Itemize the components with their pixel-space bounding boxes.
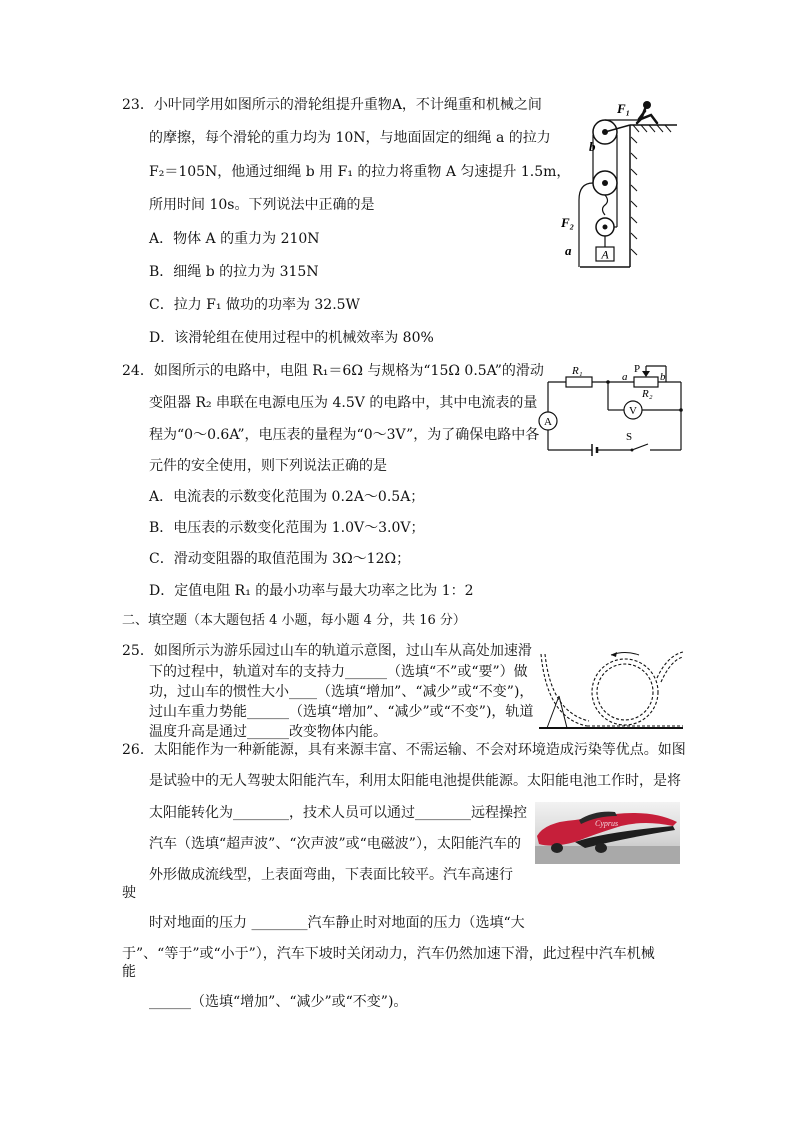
solar-car-drawing [535, 802, 680, 864]
q26-line-2: 是试验中的无人驾驶太阳能汽车，利用太阳能电池提供能源。太阳能电池工作时，是将 [149, 773, 681, 789]
q25-line-2: 下的过程中，轨道对车的支持力______（选填“不”或“要”）做 [149, 664, 528, 680]
q24-option-c: C．滑动变阻器的取值范围为 3Ω～12Ω； [149, 551, 411, 567]
q25-line-5: 温度升高是通过______改变物体内能。 [149, 724, 387, 740]
q26-line-8: ______（选填“增加”、“减少”或“不变”)。 [149, 994, 408, 1010]
q23-option-c: C．拉力 F₁ 做功的功率为 32.5W [149, 297, 360, 313]
q25-line-3: 功，过山车的惯性大小____（选填“增加”、“减少”或“不变”)， [149, 684, 534, 700]
solar-car-photo [535, 802, 680, 864]
q23-line-1: 23．小叶同学用如图所示的滑轮组提升重物A，不计绳重和机械之间 [122, 97, 542, 113]
ammeter-label: A [544, 416, 552, 428]
q23-line-2: 的摩擦，每个滑轮的重力均为 10N，与地面固定的细绳 a 的拉力 [149, 130, 551, 146]
q26-line-4: 汽车（选填“超声波”、“次声波”或“电磁波”），太阳能汽车的 [149, 836, 521, 852]
q24-line-2: 变阻器 R₂ 串联在电源电压为 4.5V 的电路中，其中电流表的量 [149, 395, 538, 411]
r2-label: R₂ [642, 388, 653, 400]
roller-coaster-figure [537, 648, 685, 732]
circuit-figure [536, 362, 686, 457]
q23-option-b: B．细绳 b 的拉力为 315N [149, 264, 319, 280]
q26-line-1: 26．太阳能作为一种新能源，具有来源丰富、不需运输、不会对环境造成污染等优点。如图 [122, 742, 686, 758]
point-b-label: b [660, 371, 666, 383]
q26-line-7-wrap: 能 [122, 964, 136, 980]
q24-option-b: B．电压表的示数变化范围为 1.0V～3.0V； [149, 520, 425, 536]
voltmeter-label: V [629, 405, 637, 417]
q26-line-5: 外形做成流线型，上表面弯曲，下表面比较平。汽车高速行 [149, 867, 513, 883]
q25-line-1: 25．如图所示为游乐园过山车的轨道示意图，过山车从高处加速滑 [122, 643, 532, 659]
q26-line-3: 太阳能转化为________，技术人员可以通过________远程操控 [149, 805, 527, 821]
q26-line-6: 时对地面的压力 ________汽车静止时对地面的压力（选填“大 [149, 915, 525, 931]
label-f1: F₁ [617, 101, 631, 116]
q26-line-7: 于”、“等于”或“小于”），汽车下坡时关闭动力，汽车仍然加速下滑，此过程中汽车机械 [122, 946, 655, 962]
q24-option-d: D．定值电阻 R₁ 的最小功率与最大功率之比为 1：2 [149, 583, 474, 599]
label-a: a [565, 243, 572, 258]
label-f2: F₂ [561, 215, 575, 230]
q24-option-a: A．电流表的示数变化范围为 0.2A～0.5A； [149, 489, 425, 505]
q24-line-1: 24．如图所示的电路中，电阻 R₁＝6Ω 与规格为“15Ω 0.5A”的滑动 [122, 363, 544, 379]
q23-line-3: F₂＝105N，他通过细绳 b 用 F₁ 的拉力将重物 A 匀速提升 1.5m， [149, 164, 571, 180]
section-2-heading: 二、填空题（本大题包括 4 小题，每小题 4 分，共 16 分） [122, 613, 466, 628]
switch-s-label: S [626, 431, 633, 443]
slider-p-label: P [634, 363, 641, 375]
pulley-figure [555, 95, 680, 270]
q25-line-4: 过山车重力势能______（选填“增加”、“减少”或“不变”)，轨道 [149, 704, 534, 720]
q24-line-3: 程为“0～0.6A”，电压表的量程为“0～3V”，为了确保电路中各 [149, 427, 540, 443]
q26-line-5-wrap: 驶 [122, 885, 136, 901]
point-a-label: a [622, 371, 628, 383]
label-b: b [589, 139, 596, 154]
q24-line-4: 元件的安全使用，则下列说法正确的是 [149, 458, 387, 474]
q23-option-a: A．物体 A 的重力为 210N [149, 231, 320, 247]
car-lettering: Cyprus [595, 819, 619, 828]
q23-option-d: D．该滑轮组在使用过程中的机械效率为 80% [149, 330, 434, 346]
r1-label: R₁ [572, 365, 583, 377]
q23-line-4: 所用时间 10s。下列说法中正确的是 [149, 197, 375, 213]
block-a-label: A [601, 247, 609, 262]
